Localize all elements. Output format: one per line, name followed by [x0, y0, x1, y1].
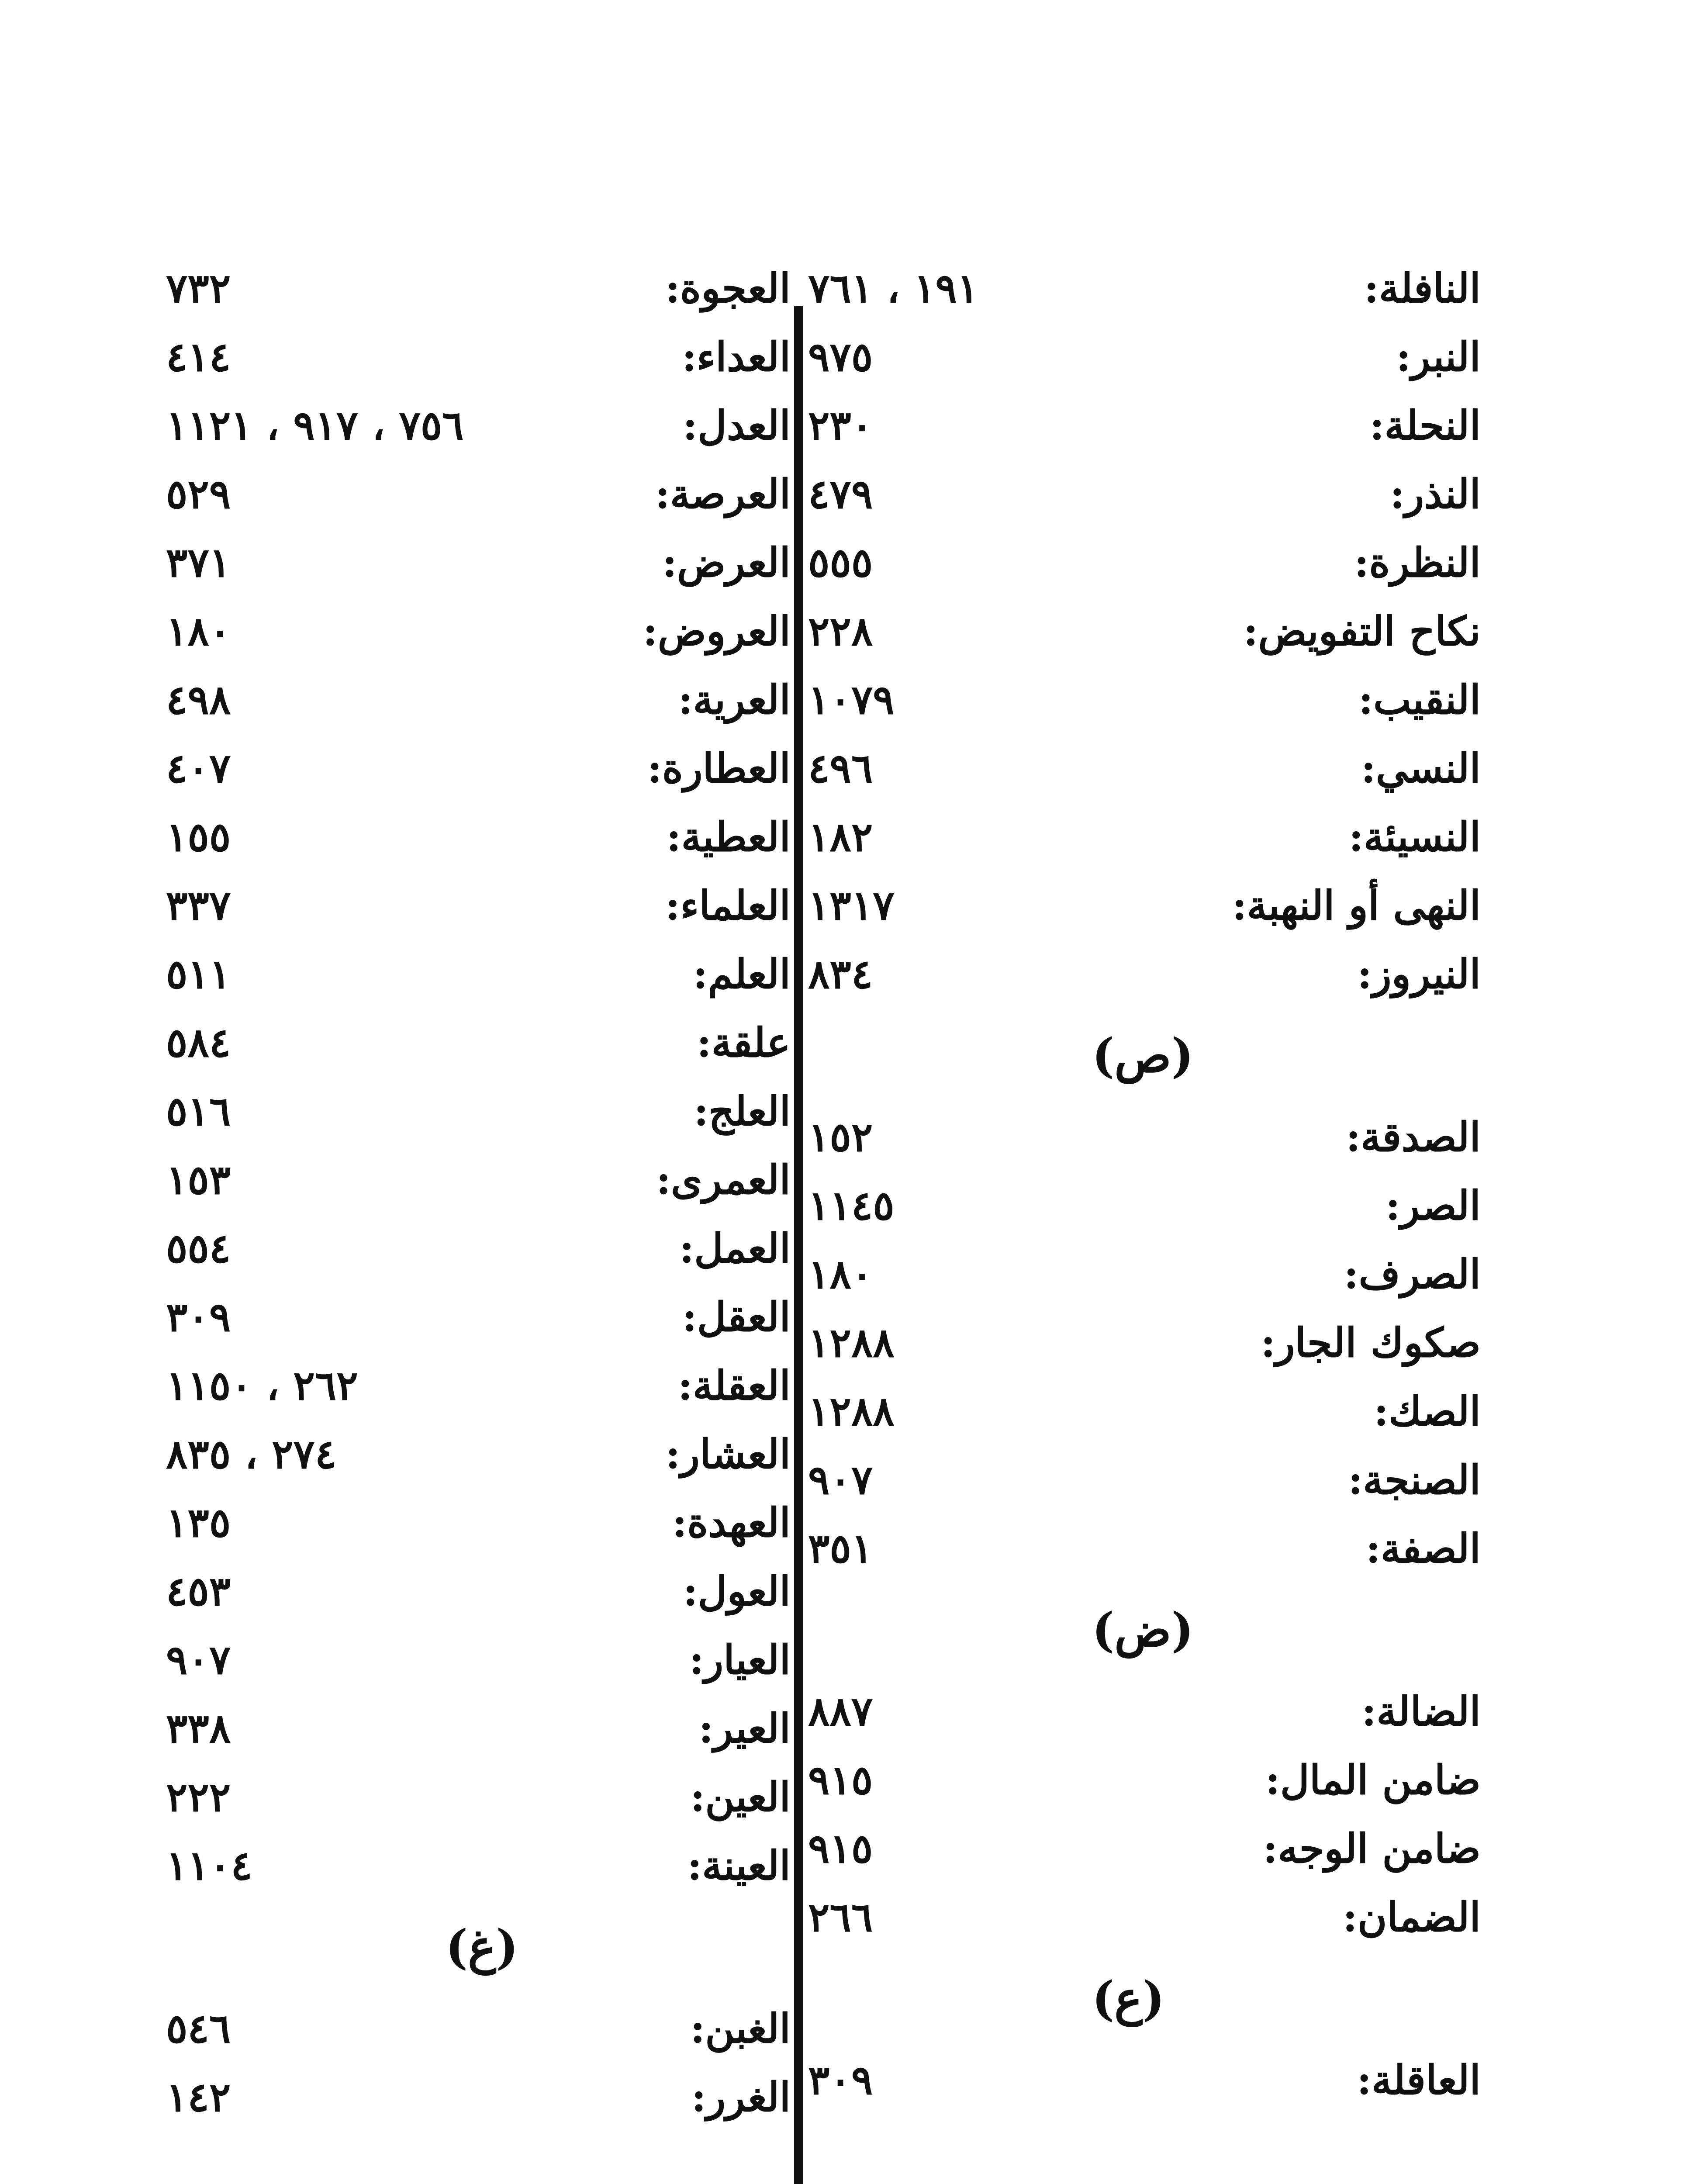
index-entry [166, 390, 791, 459]
index-entry [166, 2062, 791, 2131]
index-entry [166, 1076, 791, 1145]
index-entry [166, 1351, 791, 1419]
index-entry [166, 596, 791, 665]
index-entry [808, 1514, 1481, 1582]
index-entry [808, 390, 1481, 459]
index-page-refs: ٢٦٢ ، ١١٥٠ [166, 1362, 358, 1409]
index-page-refs: ٥٥٥ [808, 539, 873, 586]
index-page-refs: ٥١٦ [166, 1088, 231, 1135]
index-entry [166, 665, 791, 733]
index-term: العلم: [693, 950, 791, 998]
index-term: النقيب: [1358, 676, 1481, 723]
index-entry [166, 1831, 791, 1899]
index-page-refs: ١٣٥ [166, 1499, 231, 1546]
index-entry [166, 1488, 791, 1556]
index-entry [166, 1282, 791, 1351]
index-term: النسي: [1361, 745, 1481, 792]
index-entry [166, 528, 791, 596]
index-term: العيار: [689, 1636, 791, 1683]
index-page-refs: ٥١١ [166, 950, 231, 998]
index-page-refs: ٣٣٨ [166, 1705, 231, 1752]
index-term: العمل: [679, 1225, 791, 1272]
index-page-refs: ٤٩٨ [166, 676, 231, 723]
index-entry [808, 1102, 1481, 1171]
index-page-refs: ٢٧٤ ، ٨٣٥ [166, 1431, 337, 1478]
letter-section-dad [808, 1582, 1481, 1676]
index-page-refs: ١٠٧٩ [808, 676, 895, 723]
index-page-refs: ١٥٢ [808, 1113, 873, 1161]
index-page-refs: ٣٣٧ [166, 882, 231, 929]
index-entry [166, 322, 791, 390]
index-page-refs: ٢٢٨ [808, 608, 873, 655]
index-page-refs: ٨٨٧ [808, 1688, 873, 1735]
index-page-refs: ٣٠٩ [166, 1293, 231, 1341]
index-entry [166, 939, 791, 1008]
letter-heading: (غ) [446, 1920, 518, 1975]
index-term: الصرف: [1344, 1251, 1481, 1298]
index-entry [808, 459, 1481, 528]
index-term: النظرة: [1354, 539, 1481, 586]
index-entry [808, 253, 1481, 322]
index-term: ضامن المال: [1265, 1756, 1481, 1804]
letter-heading: (ص) [1092, 1028, 1194, 1083]
index-page-refs: ٥٤٦ [166, 2005, 231, 2052]
index-term: النحلة: [1369, 402, 1481, 449]
index-entry [166, 871, 791, 939]
index-term: العقل: [682, 1293, 791, 1341]
column-divider [794, 306, 803, 2184]
index-entry [166, 1693, 791, 1762]
index-page-refs: ١٨٢ [808, 813, 873, 860]
index-page-refs: ٤٩٦ [808, 745, 873, 792]
index-term: النسيئة: [1348, 813, 1481, 860]
index-entry [166, 1419, 791, 1488]
index-page-refs: ٤٥٣ [166, 1568, 231, 1615]
index-page-refs: ١٢٨٨ [808, 1319, 895, 1366]
index-entry [808, 665, 1481, 733]
index-term: النذر: [1389, 470, 1481, 518]
index-page-refs: ٧٥٦ ، ٩١٧ ، ١١٢١ [166, 402, 464, 449]
index-term: الغبن: [690, 2005, 791, 2052]
letter-section-ghain [166, 1899, 791, 1994]
letter-section-ain [808, 1951, 1481, 2045]
index-page-refs: ١٨٠ [166, 608, 231, 655]
index-page-refs: ٥٥٤ [166, 1225, 231, 1272]
index-column-left [166, 253, 791, 2184]
letter-heading: (ض) [1092, 1603, 1194, 1658]
index-term: الضالة: [1361, 1688, 1481, 1735]
index-term: العاقلة: [1357, 2056, 1481, 2104]
index-page-refs: ٥٨٤ [166, 1019, 231, 1066]
index-term: العروض: [643, 608, 791, 655]
letter-section-sad [808, 1008, 1481, 1102]
index-term: العلج: [694, 1088, 791, 1135]
index-term: الصدقة: [1346, 1113, 1481, 1161]
index-entry [808, 2045, 1481, 2114]
index-entry [808, 1676, 1481, 1745]
index-page-refs: ١١٠٤ [166, 1842, 252, 1889]
index-entry [166, 1762, 791, 1831]
index-term: الصنجة: [1348, 1456, 1481, 1503]
index-page-refs: ١٨٠ [808, 1251, 873, 1298]
index-page-refs: ١٥٣ [166, 1156, 231, 1203]
index-entry [166, 802, 791, 871]
index-page-refs: ١٢٨٨ [808, 1388, 895, 1435]
index-entry [808, 1445, 1481, 1514]
index-entry [808, 528, 1481, 596]
index-term: العطارة: [647, 745, 791, 792]
index-entry [808, 1745, 1481, 1814]
index-term: العجوة: [665, 265, 791, 312]
index-entry [808, 1376, 1481, 1445]
index-page-refs: ٢٢٢ [166, 1773, 231, 1821]
index-entry [166, 1213, 791, 1282]
letter-heading: (ع) [1092, 1971, 1165, 2026]
index-term: صكوك الجار: [1261, 1319, 1481, 1366]
index-page-refs: ٣٠٩ [808, 2056, 873, 2104]
index-term: العشار: [665, 1431, 791, 1478]
index-page-refs: ٨٣٤ [808, 950, 873, 998]
index-entry [808, 1882, 1481, 1951]
index-term: علقة: [696, 1019, 791, 1066]
index-term: العطية: [666, 813, 791, 860]
index-page-refs: ١٤٢ [166, 2073, 231, 2121]
index-page-refs: ٣٧١ [166, 539, 231, 586]
index-page-refs: ٩١٥ [808, 1825, 873, 1872]
index-entry [808, 596, 1481, 665]
index-term: الصر: [1385, 1182, 1481, 1229]
index-entry [166, 1145, 791, 1213]
index-page-refs: ٢٦٦ [808, 1894, 873, 1941]
index-term: العير: [698, 1705, 791, 1752]
index-page-refs: ٩٠٧ [166, 1636, 231, 1683]
index-entry [808, 1171, 1481, 1239]
index-term: ضامن الوجه: [1263, 1825, 1481, 1872]
index-page-refs: ٧٣٢ [166, 265, 231, 312]
index-term: الغرر: [691, 2073, 791, 2121]
index-page-refs: ٤٠٧ [166, 745, 231, 792]
index-entry [808, 1239, 1481, 1308]
index-term: العرصة: [655, 470, 791, 518]
index-entry [808, 1308, 1481, 1376]
index-term: النافلة: [1364, 265, 1481, 312]
index-entry [808, 939, 1481, 1008]
index-entry [166, 1994, 791, 2062]
index-term: الصفة: [1365, 1525, 1481, 1572]
index-entry [808, 733, 1481, 802]
index-entry [808, 871, 1481, 939]
index-entry [166, 253, 791, 322]
index-page-refs: ١٩١ ، ٧٦١ [808, 265, 979, 312]
index-entry [808, 322, 1481, 390]
index-entry [808, 1814, 1481, 1882]
index-term: العينة: [687, 1842, 791, 1889]
index-page-refs: ٩٧٥ [808, 333, 873, 380]
index-entry [166, 1008, 791, 1076]
index-term: العرض: [662, 539, 791, 586]
index-term: العين: [690, 1773, 791, 1821]
index-term: العقلة: [677, 1362, 791, 1409]
index-page-refs: ٤١٤ [166, 333, 231, 380]
index-term: العهدة: [672, 1499, 791, 1546]
index-term: النيروز: [1357, 950, 1481, 998]
index-term: النبر: [1396, 333, 1481, 380]
index-term: العول: [683, 1568, 791, 1615]
index-page-refs: ٢٣٠ [808, 402, 873, 449]
index-term: العدل: [682, 402, 791, 449]
index-term: العلماء: [665, 882, 791, 929]
index-term: العرية: [678, 676, 791, 723]
index-term: النهى أو النهبة: [1232, 882, 1481, 929]
index-term: الضمان: [1342, 1894, 1481, 1941]
index-term: الصك: [1374, 1388, 1481, 1435]
index-entry [166, 459, 791, 528]
index-page-refs: ٩٠٧ [808, 1456, 873, 1503]
index-page-refs: ١٥٥ [166, 813, 231, 860]
index-column-right [808, 253, 1481, 2184]
index-entry [166, 1556, 791, 1625]
index-term: العمرى: [656, 1156, 791, 1203]
index-term: العداء: [681, 333, 791, 380]
index-entry [166, 733, 791, 802]
index-entry [166, 1625, 791, 1693]
index-page-refs: ١١٤٥ [808, 1182, 895, 1229]
index-page-refs: ٥٢٩ [166, 470, 231, 518]
index-page-refs: ٤٧٩ [808, 470, 873, 518]
index-page-refs: ٩١٥ [808, 1756, 873, 1804]
index-page-refs: ١٣١٧ [808, 882, 895, 929]
index-term: نكاح التفويض: [1243, 608, 1481, 655]
index-entry [808, 802, 1481, 871]
index-page-refs: ٣٥١ [808, 1525, 873, 1572]
